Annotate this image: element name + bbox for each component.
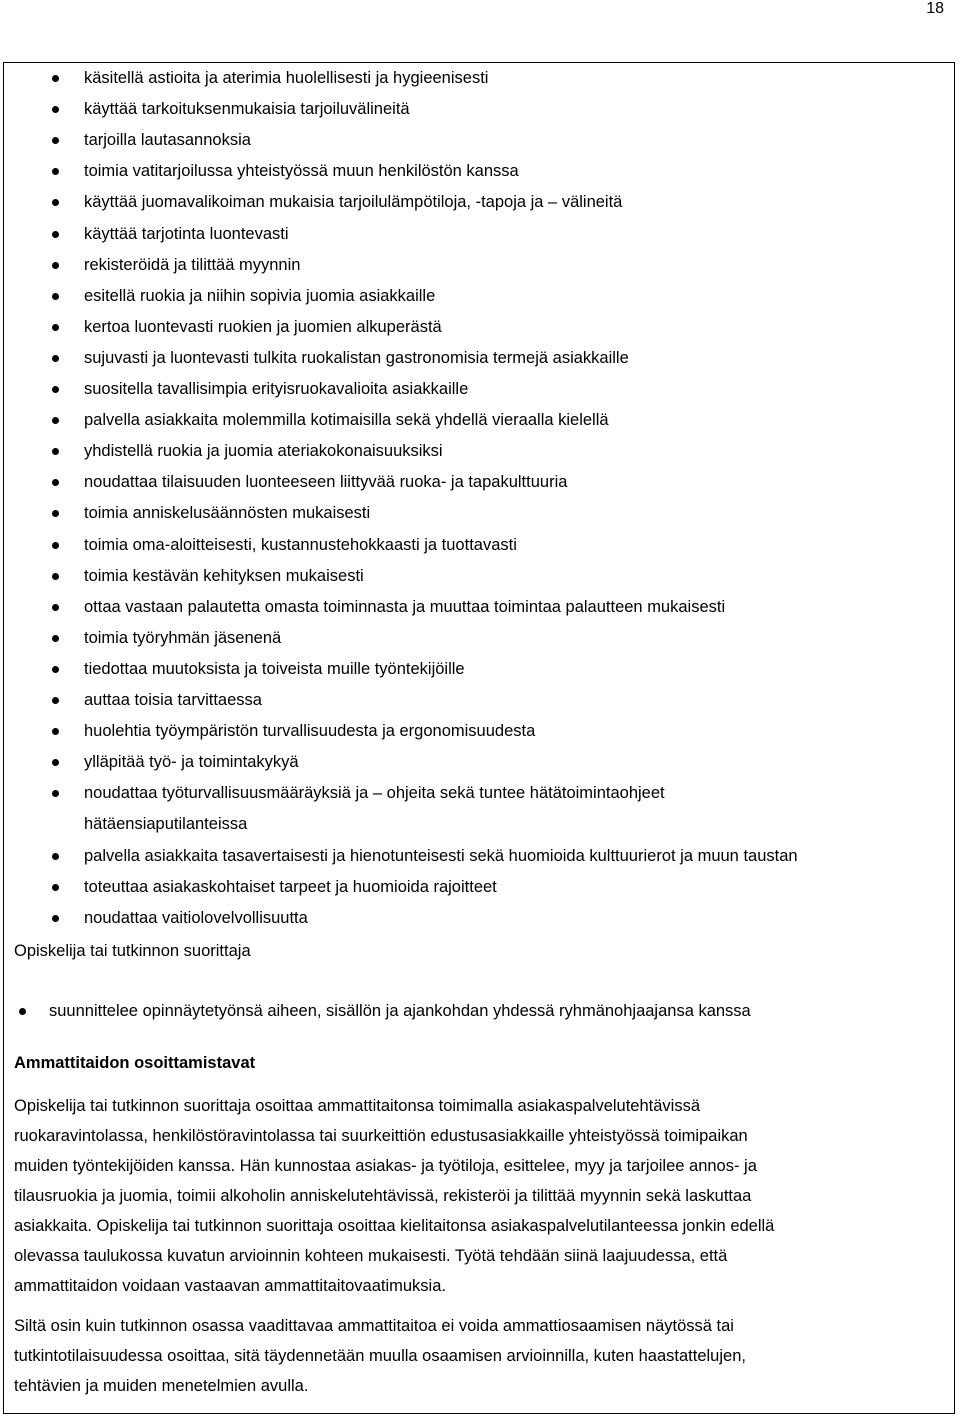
list-item-text: kertoa luontevasti ruokien ja juomien alkuperästä xyxy=(84,317,442,336)
list-item xyxy=(84,628,944,648)
paragraph-line: tilausruokia ja juomia, toimii alkoholin anniskelutehtävissä, rekisteröi ja tilittää myynnin sekä laskuttaa xyxy=(14,1187,752,1205)
bullet-icon xyxy=(52,293,59,300)
list-item xyxy=(84,192,944,212)
paragraph-line: Opiskelija tai tutkinnon suorittaja osoittaa ammattitaitonsa toimimalla asiakaspalvelutehtävissä xyxy=(14,1097,701,1115)
list-item xyxy=(84,690,944,710)
list-item xyxy=(84,441,944,461)
list-item-text: tarjoilla lautasannoksia xyxy=(84,131,251,150)
list-item-text: käyttää juomavalikoiman mukaisia tarjoilulämpötiloja, -tapoja ja – välineitä xyxy=(84,193,623,212)
list-item-text: toimia kestävän kehityksen mukaisesti xyxy=(84,566,364,585)
list-item xyxy=(84,503,944,523)
bullet-icon xyxy=(52,75,59,82)
list-item xyxy=(84,566,944,586)
methods-heading: Ammattitaidon osoittamistavat xyxy=(14,1054,256,1072)
list-item-text: yhdistellä ruokia ja juomia ateriakokonaisuuksiksi xyxy=(84,442,443,461)
bullet-icon xyxy=(52,697,59,704)
paragraph-line: ammattitaidon voidaan vastaavan ammattitaitovaatimuksia. xyxy=(14,1277,446,1295)
list-item xyxy=(84,472,944,492)
list-item xyxy=(84,721,944,741)
list-item-text: palvella asiakkaita tasavertaisesti ja hienotunteisesti sekä huomioida kulttuurierot ja muun taustan xyxy=(84,846,798,865)
list-item xyxy=(84,783,944,803)
list-item-text: käyttää tarkoituksenmukaisia tarjoiluvälineitä xyxy=(84,100,410,119)
list-item-text: toimia anniskelusäännösten mukaisesti xyxy=(84,504,371,523)
list-item-text: suunnittelee opinnäytetyönsä aiheen, sisällön ja ajankohdan yhdessä ryhmänohjaajansa kanssa xyxy=(49,1002,751,1020)
bullet-icon xyxy=(52,573,59,580)
list-item-text: suositella tavallisimpia erityisruokavalioita asiakkaille xyxy=(84,380,469,398)
list-item xyxy=(84,130,944,150)
paragraph-line: olevassa taulukossa kuvatun arvioinnin kohteen mukaisesti. Työtä tehdään siinä laajuudessa, että xyxy=(14,1247,728,1265)
paragraph-line: muiden työntekijöiden kanssa. Hän kunnostaa asiakas- ja työtiloja, esittelee, myy ja tarjoilee annos- ja xyxy=(14,1157,757,1175)
paragraph-line: Siltä osin kuin tutkinnon osassa vaadittavaa ammattitaitoa ei voida ammattiosaamisen näytössä tai xyxy=(14,1317,734,1335)
list-item-text: ylläpitää työ- ja toimintakykyä xyxy=(84,753,299,772)
list-item xyxy=(84,99,944,119)
list-item xyxy=(84,317,944,337)
list-item-text: toimia työryhmän jäsenenä xyxy=(84,628,282,647)
bullet-icon xyxy=(19,1008,26,1015)
list-item xyxy=(84,224,944,244)
list-item-text: toimia oma-aloitteisesti, kustannustehokkaasti ja tuottavasti xyxy=(84,535,517,554)
content-frame xyxy=(3,62,955,1414)
list-item xyxy=(84,68,944,88)
bullet-icon xyxy=(52,262,59,269)
list-item-text: toteuttaa asiakaskohtaiset tarpeet ja huomioida rajoitteet xyxy=(84,877,497,896)
list-item xyxy=(84,877,944,897)
bullet-icon xyxy=(52,915,59,922)
list-item xyxy=(84,659,944,679)
list-item-text: noudattaa tilaisuuden luonteeseen liittyvää ruoka- ja tapakulttuuria xyxy=(84,473,568,492)
bullet-icon xyxy=(52,542,59,549)
bullet-icon xyxy=(52,635,59,642)
page-number: 18 xyxy=(926,0,944,17)
list-item xyxy=(84,597,944,617)
list-item xyxy=(84,846,944,866)
list-item-text: käyttää tarjotinta luontevasti xyxy=(84,224,289,243)
paragraph-line: asiakkaita. Opiskelija tai tutkinnon suorittaja osoittaa kielitaitonsa asiakaspalvelutilanteessa jonkin edellä xyxy=(14,1217,775,1235)
bullet-icon xyxy=(52,604,59,611)
bullet-icon xyxy=(52,728,59,735)
bullet-icon xyxy=(52,355,59,362)
list-item-text: toimia vatitarjoilussa yhteistyössä muun henkilöstön kanssa xyxy=(84,162,519,181)
bullet-icon xyxy=(52,199,59,206)
list-item xyxy=(84,379,944,399)
bullet-icon xyxy=(52,790,59,797)
bullet-icon xyxy=(52,417,59,424)
bullet-icon xyxy=(52,884,59,891)
list-item xyxy=(84,814,944,834)
list-item xyxy=(84,908,944,928)
list-item xyxy=(84,161,944,181)
bullet-icon xyxy=(52,168,59,175)
paragraph-line: ruokaravintolassa, henkilöstöravintolassa tai suurkeittiön edustusasiakkaille yhteistyössä toimipaikan xyxy=(14,1127,748,1145)
bullet-icon xyxy=(52,666,59,673)
list-item-text: sujuvasti ja luontevasti tulkita ruokalistan gastronomisia termejä asiakkaille xyxy=(84,348,629,367)
paragraph-line: tutkintotilaisuudessa osoittaa, sitä täydennetään muulla osaamisen arvioinnilla, kuten haastattelujen, xyxy=(14,1347,746,1365)
bullet-icon xyxy=(52,231,59,238)
list-item-text: hätäensiaputilanteissa xyxy=(84,815,248,834)
bullet-icon xyxy=(52,448,59,455)
list-item-text: käsitellä astioita ja aterimia huolellisesti ja hygieenisesti xyxy=(84,69,489,87)
list-item-text: esitellä ruokia ja niihin sopivia juomia asiakkaille xyxy=(84,286,436,305)
bullet-icon xyxy=(52,106,59,113)
list-item xyxy=(84,286,944,306)
bullet-icon xyxy=(52,324,59,331)
bullet-icon xyxy=(52,510,59,517)
bullet-icon xyxy=(52,853,59,860)
list-item-text: huolehtia työympäristön turvallisuudesta ja ergonomisuudesta xyxy=(84,722,536,741)
list-item-text: tiedottaa muutoksista ja toiveista muille työntekijöille xyxy=(84,659,465,678)
bullet-icon xyxy=(52,759,59,766)
list-item xyxy=(84,752,944,772)
list-item xyxy=(84,348,944,368)
bullet-icon xyxy=(52,137,59,144)
bullet-icon xyxy=(52,386,59,393)
list-item-text: noudattaa työturvallisuusmääräyksiä ja – ohjeita sekä tuntee hätätoimintaohjeet xyxy=(84,784,665,803)
list-item xyxy=(84,410,944,430)
list-item-text: auttaa toisia tarvittaessa xyxy=(84,691,262,709)
bullet-icon xyxy=(52,479,59,486)
paragraph-line: tehtävien ja muiden menetelmien avulla. xyxy=(14,1377,309,1395)
list-item xyxy=(84,535,944,555)
student-label: Opiskelija tai tutkinnon suorittaja xyxy=(14,942,251,960)
list-item xyxy=(84,255,944,275)
methods-paragraph xyxy=(14,1091,944,1301)
closing-paragraph xyxy=(14,1311,944,1401)
list-item xyxy=(49,1001,929,1021)
list-item-text: ottaa vastaan palautetta omasta toiminnasta ja muuttaa toimintaa palautteen mukaisesti xyxy=(84,597,726,616)
list-item-text: rekisteröidä ja tilittää myynnin xyxy=(84,255,301,274)
list-item-text: palvella asiakkaita molemmilla kotimaisilla sekä yhdellä vieraalla kielellä xyxy=(84,411,609,430)
list-item-text: noudattaa vaitiolovelvollisuutta xyxy=(84,908,308,927)
